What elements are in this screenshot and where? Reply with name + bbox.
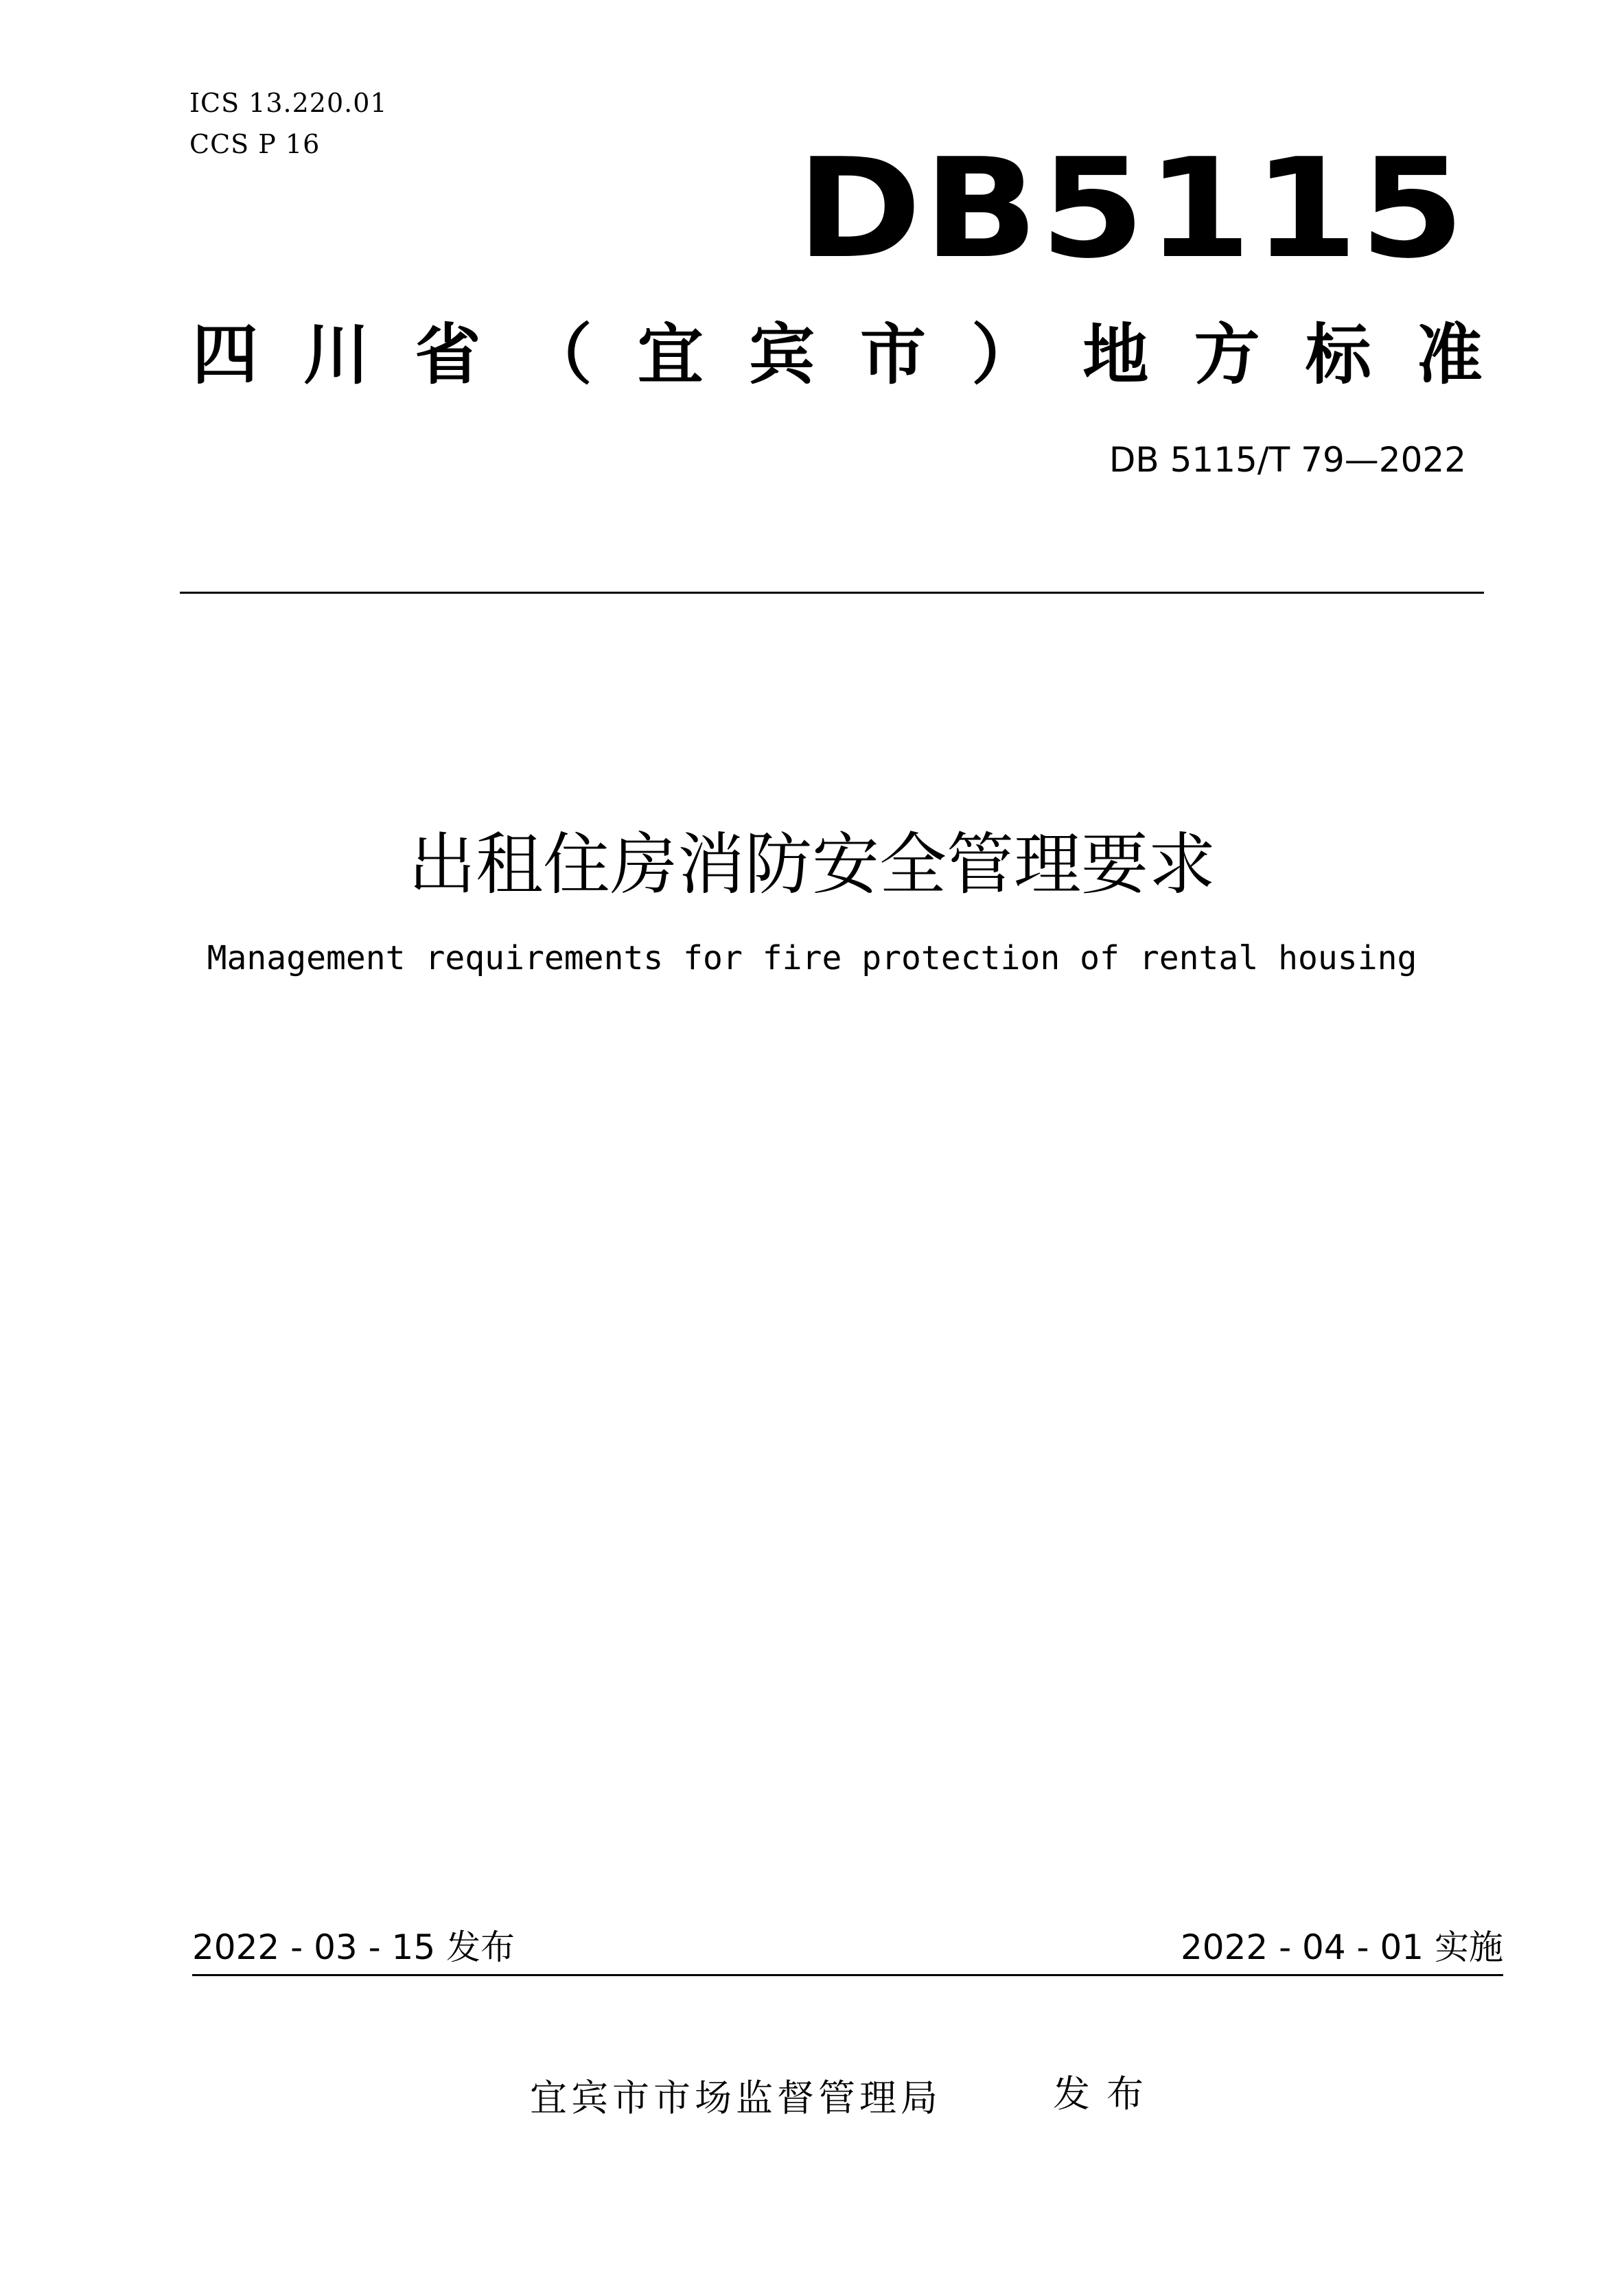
bottom-divider xyxy=(192,1974,1503,1976)
standard-type-char: 标 xyxy=(1305,316,1371,393)
standard-type-char: 川 xyxy=(303,316,370,393)
publisher-name: 宜宾市市场监督管理局 xyxy=(530,2076,942,2120)
top-divider xyxy=(180,592,1484,594)
standard-type-char: 地 xyxy=(1082,316,1149,393)
release-label: 发布 xyxy=(1053,2072,1160,2115)
issue-date: 2022 - 03 - 15 发布 xyxy=(192,1927,515,1967)
standard-number: DB 5115/T 79—2022 xyxy=(1109,440,1466,480)
implementation-date: 2022 - 04 - 01 实施 xyxy=(1180,1927,1503,1967)
ics-code: ICS 13.220.01 xyxy=(189,88,388,118)
standard-type-char: （ xyxy=(526,316,592,393)
db-logo: DB5115 xyxy=(796,129,1466,289)
standard-type-char: 省 xyxy=(415,316,481,393)
ccs-code: CCS P 16 xyxy=(189,129,321,159)
standard-type-char: 市 xyxy=(860,316,927,393)
standard-type-char: 宜 xyxy=(637,316,704,393)
standard-type-char: 准 xyxy=(1416,316,1483,393)
document-title-cn: 出租住房消防安全管理要求 xyxy=(408,826,1216,904)
standard-type-char: 宾 xyxy=(748,316,815,393)
standard-type-heading xyxy=(192,317,1483,393)
document-title-en: Management requirements for fire protection of rental housing xyxy=(207,939,1417,977)
standard-type-char: 四 xyxy=(192,316,258,393)
standard-type-char: ） xyxy=(971,316,1038,393)
standard-type-char: 方 xyxy=(1194,316,1260,393)
